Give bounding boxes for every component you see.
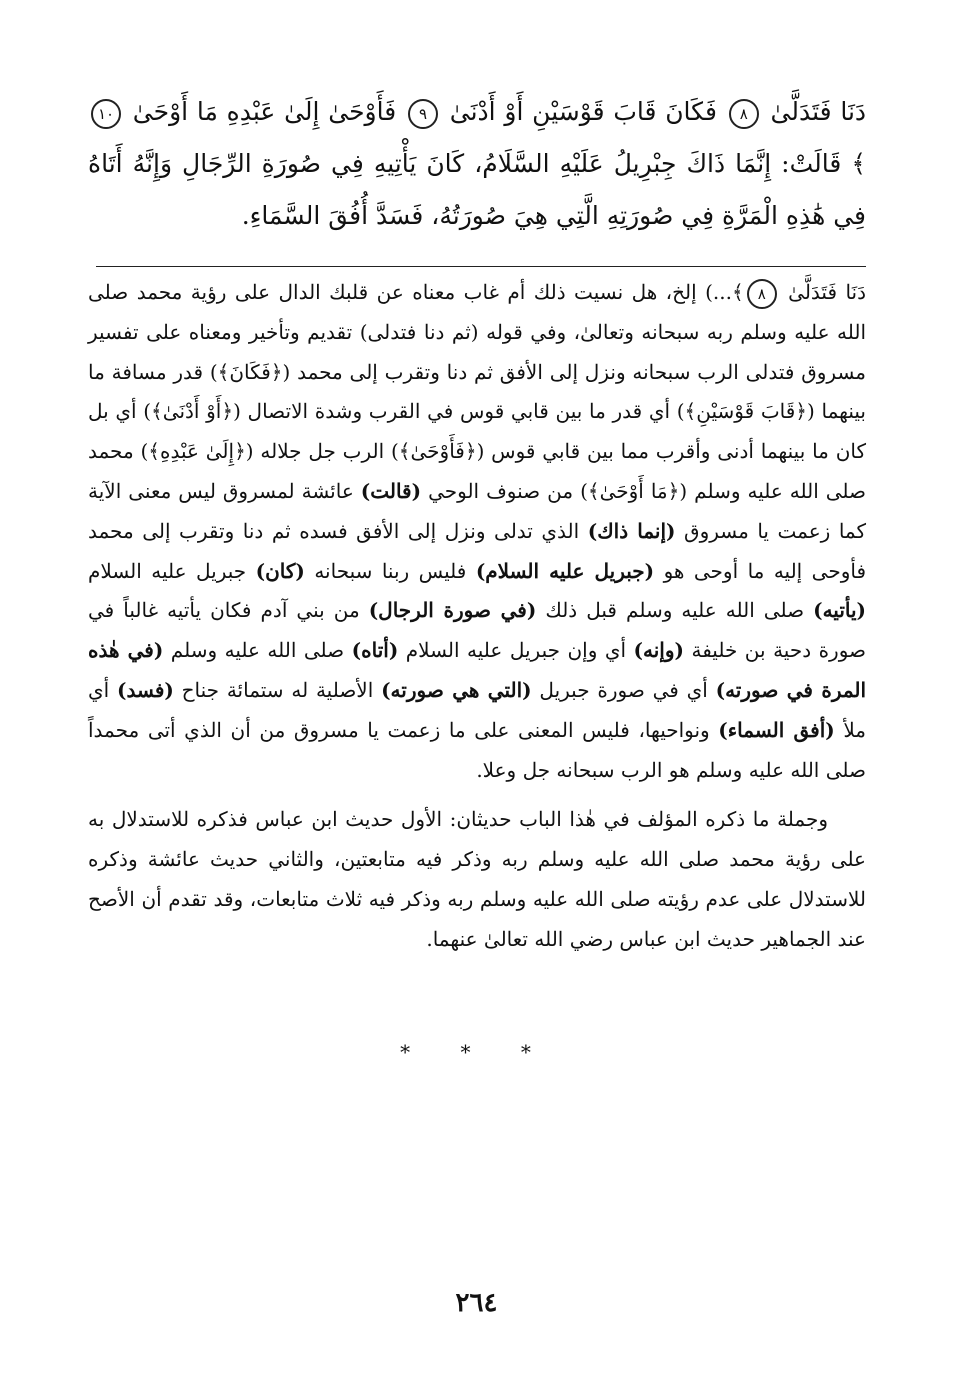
bold-term-fi-hadhihi-al-marra: (في هٰذه المرة في صورته) bbox=[88, 638, 867, 702]
bold-term-innama-dhak: (إنما ذاك) bbox=[587, 518, 676, 543]
bold-term-jibril: (جبريل عليه السلام) bbox=[475, 558, 655, 583]
bold-term-qalat: (قالت) bbox=[360, 478, 422, 503]
commentary-text-12: أي ملأ bbox=[88, 677, 866, 742]
bold-term-wa-innahu: (وإنه) bbox=[633, 638, 684, 663]
section-separator: * * * bbox=[400, 1040, 553, 1064]
commentary-text-10: أي في صورة جبريل bbox=[539, 677, 708, 702]
hadith-verse-part-3: فَأَوْحَىٰ إِلَىٰ عَبْدِهِ مَا أَوْحَىٰ bbox=[132, 97, 397, 126]
bold-term-fasadda: (فسد) bbox=[117, 677, 174, 702]
bold-term-allati-hiya-suratuhu: (التي هي صورته) bbox=[381, 677, 532, 702]
commentary-text-9: صلى الله عليه وسلم bbox=[170, 638, 345, 663]
hadith-verse-part-1: دَنَا فَتَدَلَّىٰ bbox=[770, 97, 867, 126]
commentary-verse-number-8: ٨ bbox=[747, 279, 777, 309]
commentary-text-3: الذي تدلى ونزل إلى الأفق فسده ثم دنا وتقرب إلى محمد فأوحى إليه ما أوحى هو bbox=[88, 518, 867, 583]
bold-term-kan: (كان) bbox=[255, 558, 305, 583]
commentary-paragraph bbox=[88, 273, 866, 790]
verse-number-10: ١٠ bbox=[91, 99, 121, 129]
commentary-text-11: الأصلية له ستمائة جناح bbox=[181, 677, 374, 702]
commentary-verse-quote: دَنَا فَتَدَلَّىٰ bbox=[788, 280, 867, 304]
verse-number-9: ٩ bbox=[408, 99, 438, 129]
footnote-divider bbox=[96, 266, 866, 267]
hadith-verse-part-2: فَكَانَ قَابَ قَوْسَيْنِ أَوْ أَدْنَىٰ bbox=[449, 97, 717, 126]
hadith-verse-part-4: ﴾ قَالَتْ: إِنَّمَا ذَاكَ جِبْرِيلُ عَلَيْهِ السَّلَامُ، كَانَ يَأْتِيهِ فِي صُورَةِ الرِّجَالِ وَإِنَّهُ أَتَاهُ فِي هَٰذِهِ الْمَرَّةِ فِي صُورَتِهِ الَّتِي هِيَ صُورَتُهُ، فَسَدَّ أُفُقَ السَّمَاءِ. bbox=[88, 149, 866, 230]
page-body bbox=[88, 86, 866, 960]
bold-term-ufuq-al-sama: (أفق السماء) bbox=[718, 717, 835, 742]
bold-term-atahu: (أتاه) bbox=[351, 638, 399, 663]
commentary-text-13: ونواحيها، فليس المعنى على ما زعمت يا مسروق من أن الذي أتى محمداً صلى الله عليه وسلم هو الرب سبحانه جل وعلا. bbox=[88, 717, 866, 782]
hadith-text bbox=[88, 86, 866, 242]
commentary-text-2: عائشة لمسروق ليس معنى الآية كما زعمت يا مسروق bbox=[88, 478, 867, 543]
commentary-text-4: فليس ربنا سبحانه bbox=[314, 558, 467, 583]
page-number: ٢٦٤ bbox=[455, 1288, 498, 1318]
verse-number-8: ٨ bbox=[729, 99, 759, 129]
summary-paragraph: وجملة ما ذكره المؤلف في هٰذا الباب حديثان: الأول حديث ابن عباس فذكره للاستدلال به على رؤية محمد صلى الله عليه وسلم ربه وذكر فيه متابعتين، والثاني حديث عائشة وذكره للاستدلال على عدم رؤيته صلى الله عليه وسلم ربه وذكر فيه ثلاث متابعات، وقد تقدم أن الأصح عند الجماهير حديث ابن عباس رضي الله تعالىٰ عنهما. bbox=[88, 807, 866, 951]
commentary-text-7: من بني آدم فكان يأتيه غالباً في صورة دحية بن خليفة bbox=[88, 598, 867, 663]
commentary-text-8: أي وإن جبريل عليه السلام bbox=[405, 638, 627, 663]
bold-term-yatihi: (يأتيه) bbox=[813, 598, 867, 623]
commentary-text-6: صلى الله عليه وسلم قبل ذلك bbox=[545, 598, 805, 623]
commentary-text-5: جبريل عليه السلام bbox=[88, 558, 247, 583]
bold-term-fi-surat-al-rijal: (في صورة الرجال) bbox=[368, 598, 537, 623]
commentary-text-1: ﴾...) إلخ، هل نسيت ذلك أم غاب معناه عن قلبك الدال على رؤية محمد صلى الله عليه وسلم ربه سبحانه وتعالىٰ، وفي قوله (ثم دنا فتدلى) تقديم وتأخير ومعناه على تفسير مسروق فتدلى الرب سبحانه ونزل إلى الأفق ثم دنا وتقرب إلى محمد (﴿فَكَانَ﴾) قدر مسافة ما بينهما (﴿قَابَ قَوْسَيْنِ﴾) أي قدر ما بين قابي قوس في القرب وشدة الاتصال (﴿أَوْ أَدْنَىٰ﴾) أي بل كان ما بينهما أدنى وأقرب مما بين قابي قوس (﴿فَأَوْحَىٰ﴾) الرب جل جلاله (﴿إِلَىٰ عَبْدِهِ﴾) محمد صلى الله عليه وسلم (﴿مَا أَوْحَىٰ﴾) من صنوف الوحي bbox=[88, 280, 867, 503]
